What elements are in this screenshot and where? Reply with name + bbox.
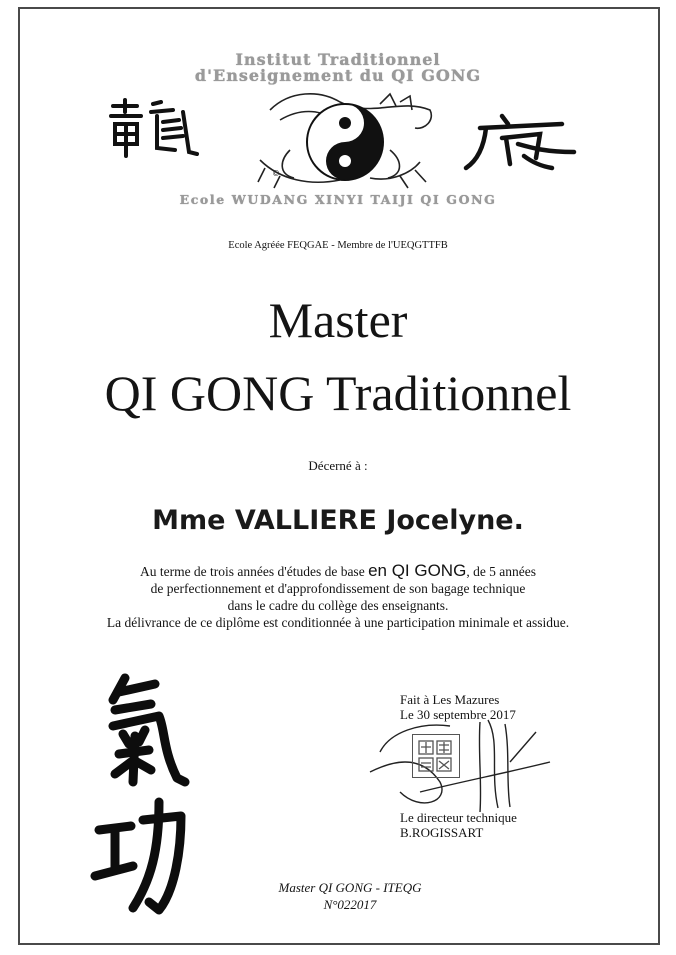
certificate-number: N°022017	[323, 897, 377, 912]
certificate-title-line1: Master	[268, 292, 408, 348]
body-line-3: dans le cadre du collège des enseignants.	[227, 598, 449, 613]
director-role: Le directeur technique	[400, 810, 517, 825]
body-line-4: La délivrance de ce diplôme est conditionnée à une participation minimale et assidue.	[106, 615, 570, 630]
yin-yang-emblem-icon	[250, 90, 440, 190]
certificate-footer	[250, 879, 450, 913]
recipient-name: Mme VALLIERE Jocelyne.	[152, 505, 524, 536]
certificate-body	[0, 562, 676, 631]
body-line-2: de perfectionnement et d'approfondissement de son bagage technique	[150, 581, 526, 596]
body-line-1: Au terme de trois années d'études de base en QI GONG, de 5 années	[139, 561, 537, 580]
awarded-to-label: Décerné à :	[308, 458, 368, 473]
director-name: B.ROGISSART	[400, 825, 484, 840]
signature-date: Le 30 septembre 2017	[400, 707, 516, 722]
signature-scribble	[360, 712, 560, 822]
signature-place: Fait à Les Mazures	[400, 692, 500, 707]
tiger-calligraphy-icon	[462, 112, 580, 172]
program-label: Master QI GONG - ITEQG	[278, 880, 422, 895]
accreditation-line: Ecole Agréée FEQGAE - Membre de l'UEQGTTFB	[228, 240, 448, 251]
official-stamp	[412, 734, 460, 778]
institute-name-line2: d'Enseignement du QI GONG	[194, 66, 482, 85]
dragon-calligraphy-icon	[105, 98, 200, 160]
institute-name-line1: Institut Traditionnel	[235, 50, 441, 69]
certificate-title-line2: QI GONG Traditionnel	[104, 365, 572, 421]
director-block	[400, 810, 517, 840]
school-name: Ecole WUDANG XINYI TAIJI QI GONG	[179, 192, 497, 207]
copyright-mark: ©	[272, 169, 280, 178]
qi-gong-calligraphy-icon	[85, 670, 195, 920]
